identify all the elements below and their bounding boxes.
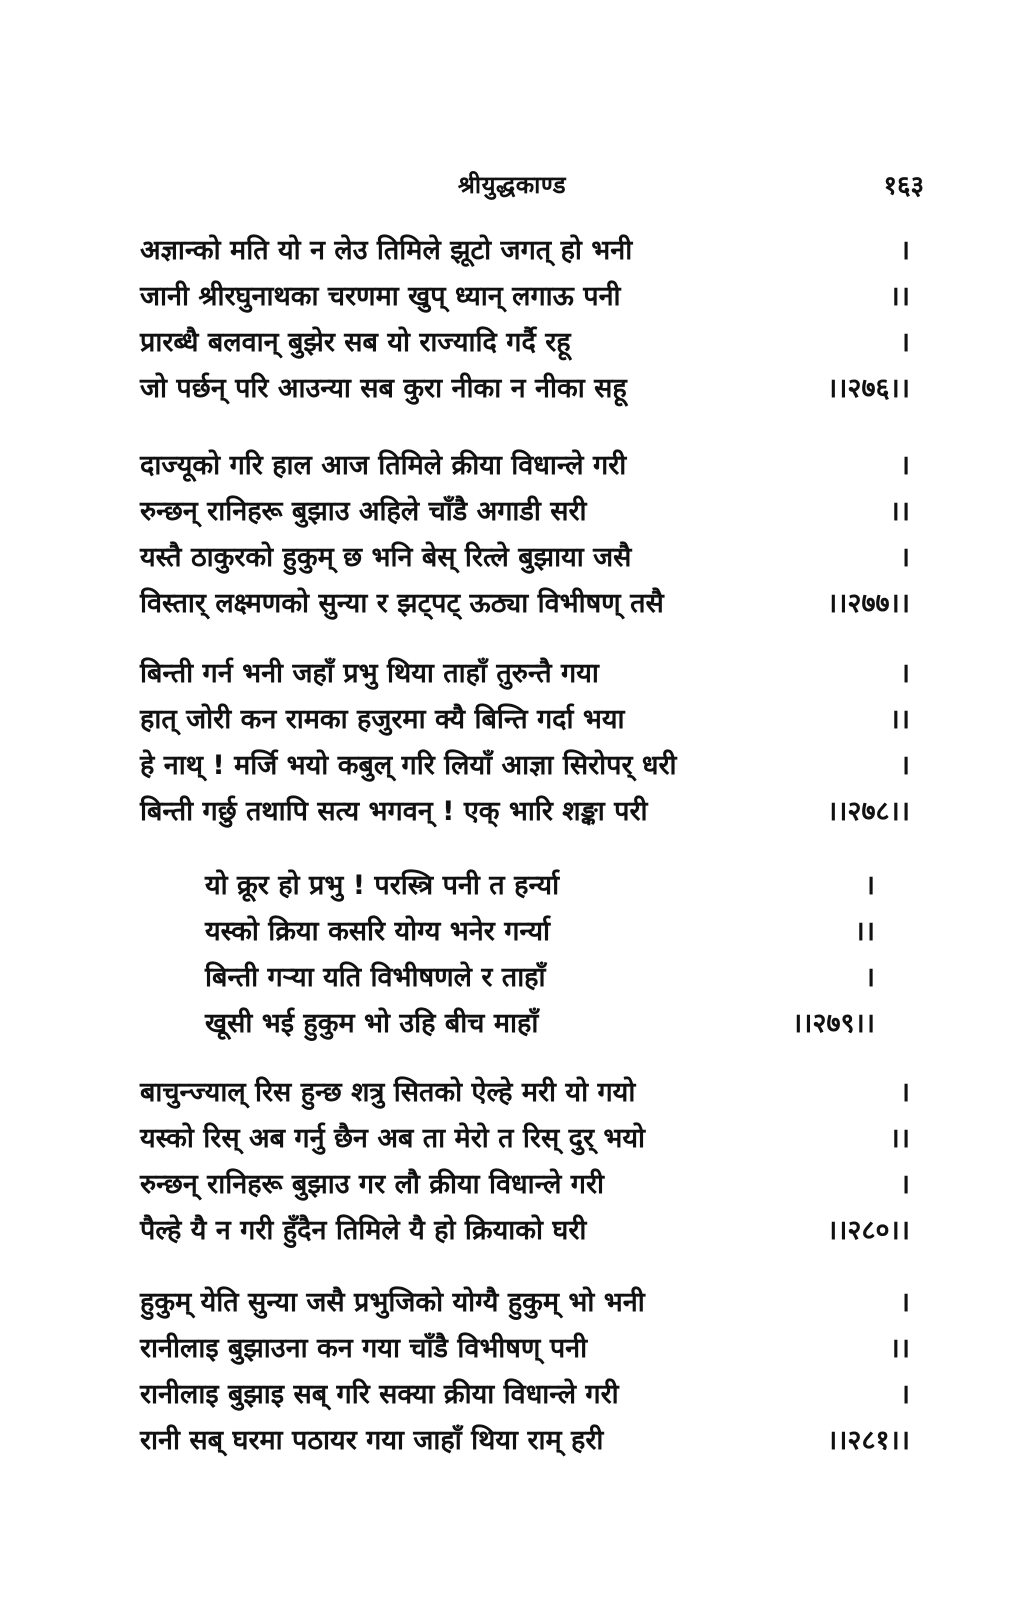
- verse-line-text: रानीलाइ बुझाउना कन गया चाँडै विभीषण् पनी: [140, 1333, 588, 1364]
- verse-line: [140, 1162, 910, 1208]
- verse-line-text: दाज्यूको गरि हाल आज तिमिले क्रीया विधान्ले गरी: [140, 450, 627, 481]
- verse-line-text: हात् जोरी कन रामका हजुरमा क्यै बिन्ति गर्दा भया: [140, 704, 625, 735]
- verse-number: ।।२७७।।: [826, 588, 910, 619]
- verse-line: [205, 1001, 875, 1047]
- verse-line-mark: ।: [899, 1287, 910, 1318]
- verse-line-mark: ।: [899, 542, 910, 573]
- verse-number: ।।२८१।।: [826, 1425, 910, 1456]
- verse-line: [140, 743, 910, 789]
- verse-line: [140, 651, 910, 697]
- verse-line: [140, 1372, 910, 1418]
- verse-line-text: बिन्ती गऱ्या यति विभीषणले र ताहाँ: [205, 962, 546, 993]
- verse-line-mark: ।: [899, 1169, 910, 1200]
- verse-number: ।।२७६।।: [826, 373, 910, 404]
- verse-line: [140, 1326, 910, 1372]
- verse-line-text: यो क्रूर हो प्रभु ! परस्त्रि पनी त हर्न्या: [205, 870, 560, 901]
- verse-line: [140, 581, 910, 627]
- verse-line: [140, 535, 910, 581]
- page-number: १६३: [883, 171, 924, 201]
- verse-line-mark: ।।: [889, 496, 910, 527]
- verse-line: [140, 1070, 910, 1116]
- verse-line-text: पैल्हे यै न गरी हुँदैन तिमिले यै हो क्रियाको घरी: [140, 1215, 587, 1246]
- verse-line-text: हे नाथ् ! मर्जि भयो कबुल् गरि लियाँ आज्ञा सिरोपर् धरी: [140, 750, 677, 781]
- verse-line-text: बिन्ती गर्न भनी जहाँ प्रभु थिया ताहाँ तुरुन्तै गया: [140, 658, 599, 689]
- verse-line-text: जो पर्छन् परि आउन्या सब कुरा नीका न नीका सहू: [140, 373, 627, 404]
- verse-line-text: रानीलाइ बुझाइ सब् गरि सक्या क्रीया विधान्ले गरी: [140, 1379, 619, 1410]
- verse-line-text: अज्ञान्को मति यो न लेउ तिमिले झूटो जगत् हो भनी: [140, 235, 633, 266]
- verse-line-mark: ।।: [889, 1333, 910, 1364]
- verse-line: [140, 1116, 910, 1162]
- verse-line: [140, 228, 910, 274]
- verse-277: [140, 443, 910, 627]
- verse-line: [140, 1280, 910, 1326]
- verse-line-mark: ।: [899, 327, 910, 358]
- verse-line-text: रानी सब् घरमा पठायर गया जाहाँ थिया राम् हरी: [140, 1425, 604, 1456]
- verse-line: [140, 789, 910, 835]
- verse-line-mark: ।: [899, 658, 910, 689]
- verse-280: [140, 1070, 910, 1254]
- verse-279: [205, 863, 875, 1047]
- verse-line-text: बिन्ती गर्छु तथापि सत्य भगवन् ! एक् भारि शङ्का परी: [140, 796, 648, 827]
- verse-line-text: खूसी भई हुकुम भो उहि बीच माहाँ: [205, 1008, 539, 1039]
- verse-line: [140, 366, 910, 412]
- verse-281: [140, 1280, 910, 1464]
- verse-line-mark: ।: [864, 870, 875, 901]
- verse-line: [140, 1418, 910, 1464]
- verse-line-text: बाचुन्ज्याल् रिस हुन्छ शत्रु सितको ऐल्हे मरी यो गयो: [140, 1077, 636, 1108]
- verse-line: [140, 274, 910, 320]
- verse-line: [140, 443, 910, 489]
- verse-line-text: रुन्छन् रानिहरू बुझाउ अहिले चाँडै अगाडी सरी: [140, 496, 587, 527]
- verse-line: [140, 697, 910, 743]
- verse-line-mark: ।।: [889, 704, 910, 735]
- verse-line-mark: ।: [899, 1077, 910, 1108]
- verse-number: ।।२७८।।: [826, 796, 910, 827]
- verse-number: ।।२८०।।: [826, 1215, 910, 1246]
- verse-line: [205, 909, 875, 955]
- running-title: श्रीयुद्धकाण्ड: [457, 171, 567, 199]
- verse-line-text: यस्को रिस् अब गर्नु छैन अब ता मेरो त रिस् दुर् भयो: [140, 1123, 646, 1154]
- verse-line-mark: ।: [899, 235, 910, 266]
- verse-line-mark: ।: [899, 1379, 910, 1410]
- verse-line-text: प्रारब्धै बलवान् बुझेर सब यो राज्यादि गर्दै रहू: [140, 327, 571, 358]
- verse-line-mark: ।।: [854, 916, 875, 947]
- verse-line-text: जानी श्रीरघुनाथका चरणमा खुप् ध्यान् लगाऊ पनी: [140, 281, 621, 312]
- verse-line: [205, 863, 875, 909]
- verse-line: [140, 489, 910, 535]
- verse-line-text: विस्तार् लक्ष्मणको सुन्या र झट्पट् ऊठ्या विभीषण् तसै: [140, 588, 664, 619]
- verse-line: [140, 1208, 910, 1254]
- verse-line-text: यस्तै ठाकुरको हुकुम् छ भनि बेस् रित्ले बुझाया जसै: [140, 542, 632, 573]
- verse-line: [205, 955, 875, 1001]
- verse-line-mark: ।: [899, 750, 910, 781]
- verse-276: [140, 228, 910, 412]
- verse-line: [140, 320, 910, 366]
- verse-line-mark: ।।: [889, 1123, 910, 1154]
- verse-line-mark: ।।: [889, 281, 910, 312]
- verse-line-text: हुकुम् येति सुन्या जसै प्रभुजिको योग्यै हुकुम् भो भनी: [140, 1287, 645, 1318]
- verse-line-text: रुन्छन् रानिहरू बुझाउ गर लौ क्रीया विधान्ले गरी: [140, 1169, 605, 1200]
- verse-line-text: यस्को क्रिया कसरि योग्य भनेर गर्न्या: [205, 916, 551, 947]
- verse-278: [140, 651, 910, 835]
- verse-line-mark: ।: [864, 962, 875, 993]
- verse-line-mark: ।: [899, 450, 910, 481]
- verse-number: ।।२७९।।: [791, 1008, 875, 1039]
